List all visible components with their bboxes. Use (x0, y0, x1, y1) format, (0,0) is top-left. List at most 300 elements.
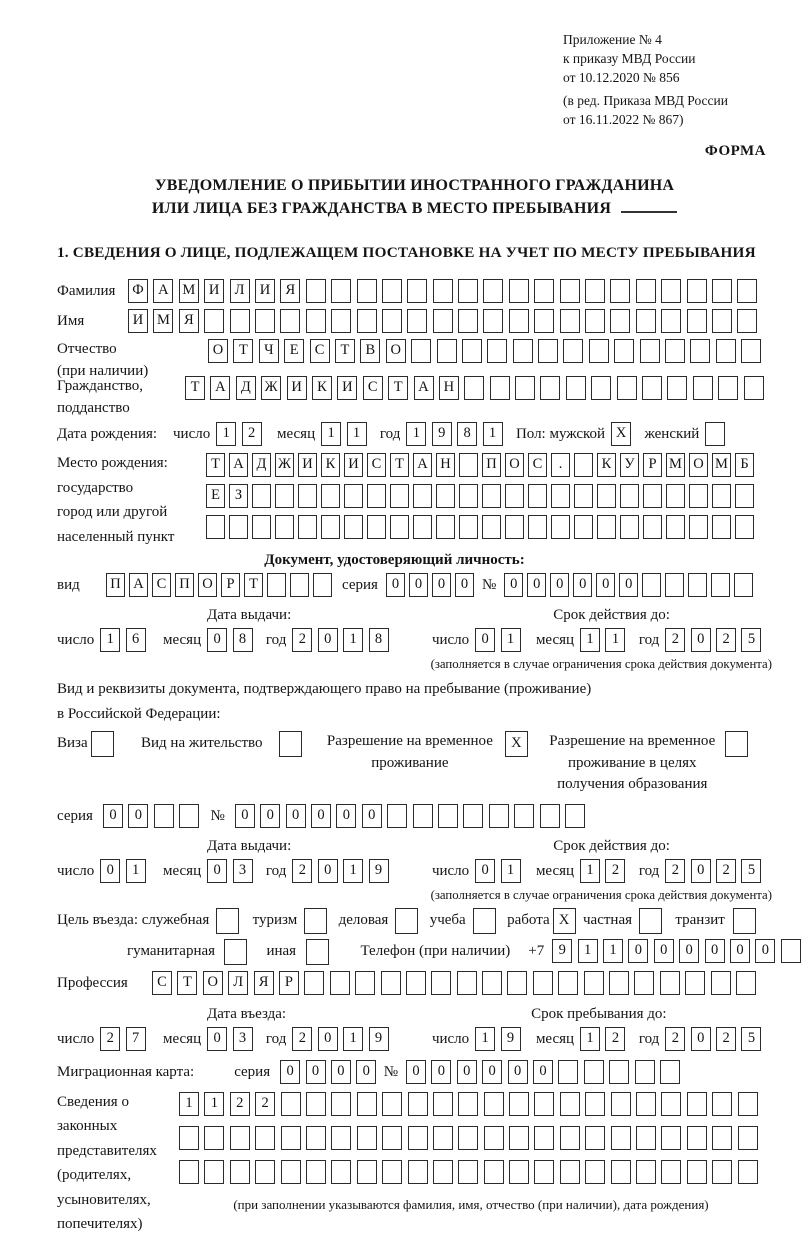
form-cell[interactable] (687, 279, 707, 303)
form-cell[interactable]: 0 (455, 573, 474, 597)
form-cell[interactable]: 1 (179, 1092, 199, 1116)
form-cell[interactable] (736, 971, 756, 995)
form-cell[interactable] (737, 309, 757, 333)
form-cell[interactable]: 0 (207, 628, 227, 652)
form-cell[interactable]: 0 (331, 1060, 351, 1084)
form-cell[interactable] (634, 971, 654, 995)
form-cell[interactable]: 0 (207, 859, 227, 883)
form-cell[interactable] (482, 484, 501, 508)
form-cell[interactable] (636, 309, 656, 333)
form-cell[interactable] (179, 804, 199, 828)
form-cell[interactable]: 0 (103, 804, 123, 828)
form-cell[interactable] (687, 1160, 707, 1184)
form-cell[interactable]: 9 (369, 859, 389, 883)
form-cell[interactable] (585, 309, 605, 333)
form-cell[interactable] (591, 376, 611, 400)
form-cell[interactable] (620, 515, 639, 539)
form-cell[interactable] (505, 515, 524, 539)
form-cell[interactable] (275, 484, 294, 508)
form-cell[interactable]: 2 (292, 628, 312, 652)
form-cell[interactable] (290, 573, 309, 597)
form-cell[interactable]: 0 (318, 859, 338, 883)
form-cell[interactable] (462, 339, 482, 363)
form-cell[interactable] (304, 971, 324, 995)
form-cell[interactable] (458, 309, 478, 333)
form-cell[interactable]: 1 (216, 422, 236, 446)
form-cell[interactable] (357, 1126, 377, 1150)
form-cell[interactable]: С (152, 573, 171, 597)
form-cell[interactable]: К (312, 376, 332, 400)
form-cell[interactable] (331, 309, 351, 333)
form-cell[interactable] (382, 1092, 402, 1116)
form-cell[interactable] (229, 515, 248, 539)
form-cell[interactable] (507, 971, 527, 995)
form-cell[interactable] (611, 1092, 631, 1116)
form-cell[interactable]: М (179, 279, 199, 303)
form-cell[interactable] (665, 339, 685, 363)
form-cell[interactable] (666, 484, 685, 508)
form-cell[interactable]: 3 (233, 859, 253, 883)
form-cell[interactable]: 1 (605, 628, 625, 652)
form-cell[interactable] (331, 1160, 351, 1184)
form-cell[interactable] (718, 376, 738, 400)
form-cell[interactable]: 1 (126, 859, 146, 883)
form-cell[interactable] (331, 1092, 351, 1116)
form-cell[interactable]: Р (221, 573, 240, 597)
form-cell[interactable] (574, 453, 593, 477)
form-cell[interactable] (484, 1160, 504, 1184)
form-cell[interactable] (617, 376, 637, 400)
form-cell[interactable] (275, 515, 294, 539)
form-cell[interactable] (667, 376, 687, 400)
form-cell[interactable] (482, 971, 502, 995)
form-cell[interactable] (685, 971, 705, 995)
form-cell[interactable] (230, 1126, 250, 1150)
form-cell[interactable]: 0 (619, 573, 638, 597)
form-cell[interactable] (610, 309, 630, 333)
form-cell[interactable]: 0 (362, 804, 382, 828)
form-cell[interactable]: 1 (100, 628, 120, 652)
form-cell[interactable]: 0 (318, 1027, 338, 1051)
form-cell[interactable]: 0 (596, 573, 615, 597)
form-cell[interactable]: В (360, 339, 380, 363)
form-cell[interactable] (458, 1126, 478, 1150)
form-cell[interactable]: М (666, 453, 685, 477)
form-cell[interactable]: С (310, 339, 330, 363)
form-cell[interactable]: 8 (457, 422, 477, 446)
form-cell[interactable]: 5 (741, 628, 761, 652)
form-cell[interactable] (528, 484, 547, 508)
form-cell[interactable] (306, 1126, 326, 1150)
form-cell[interactable]: 1 (483, 422, 503, 446)
form-cell[interactable]: 1 (580, 1027, 600, 1051)
form-cell[interactable]: 1 (501, 859, 521, 883)
form-cell[interactable]: 1 (578, 939, 598, 963)
form-cell[interactable]: 0 (705, 939, 725, 963)
form-cell[interactable]: 2 (665, 1027, 685, 1051)
form-cell[interactable] (735, 515, 754, 539)
form-cell[interactable] (738, 1160, 758, 1184)
form-cell[interactable] (459, 484, 478, 508)
form-cell[interactable]: У (620, 453, 639, 477)
form-cell[interactable]: 0 (573, 573, 592, 597)
form-cell[interactable] (733, 908, 756, 934)
form-cell[interactable]: Ж (261, 376, 281, 400)
form-cell[interactable] (204, 309, 224, 333)
form-cell[interactable] (711, 971, 731, 995)
form-cell[interactable] (281, 1092, 301, 1116)
form-cell[interactable] (489, 804, 509, 828)
form-cell[interactable]: 2 (255, 1092, 275, 1116)
form-cell[interactable] (433, 1160, 453, 1184)
form-cell[interactable] (224, 939, 247, 965)
form-cell[interactable] (665, 573, 684, 597)
form-cell[interactable]: 2 (292, 1027, 312, 1051)
form-cell[interactable] (533, 971, 553, 995)
form-cell[interactable]: 2 (100, 1027, 120, 1051)
form-cell[interactable] (660, 971, 680, 995)
form-cell[interactable] (642, 376, 662, 400)
form-cell[interactable]: 0 (128, 804, 148, 828)
form-cell[interactable] (636, 1092, 656, 1116)
form-cell[interactable] (716, 339, 736, 363)
form-cell[interactable] (509, 279, 529, 303)
form-cell[interactable] (661, 279, 681, 303)
form-cell[interactable]: 1 (580, 628, 600, 652)
form-cell[interactable] (505, 484, 524, 508)
form-cell[interactable]: М (712, 453, 731, 477)
form-cell[interactable]: Т (244, 573, 263, 597)
form-cell[interactable] (534, 1160, 554, 1184)
form-cell[interactable] (484, 1126, 504, 1150)
form-cell[interactable]: Т (233, 339, 253, 363)
form-cell[interactable] (382, 1160, 402, 1184)
form-cell[interactable] (712, 1160, 732, 1184)
form-cell[interactable]: К (321, 453, 340, 477)
form-cell[interactable] (725, 731, 748, 757)
form-cell[interactable] (635, 1060, 655, 1084)
form-cell[interactable] (643, 484, 662, 508)
form-cell[interactable] (433, 1092, 453, 1116)
form-cell[interactable] (661, 1092, 681, 1116)
form-cell[interactable] (331, 1126, 351, 1150)
form-cell[interactable]: А (413, 453, 432, 477)
form-cell[interactable] (639, 908, 662, 934)
form-cell[interactable]: П (482, 453, 501, 477)
form-cell[interactable]: 9 (552, 939, 572, 963)
form-cell[interactable]: 1 (580, 859, 600, 883)
form-cell[interactable] (387, 804, 407, 828)
form-cell[interactable]: 0 (504, 573, 523, 597)
form-cell[interactable]: 0 (691, 628, 711, 652)
form-cell[interactable] (689, 484, 708, 508)
form-cell[interactable]: 9 (501, 1027, 521, 1051)
form-cell[interactable] (298, 515, 317, 539)
form-cell[interactable]: А (153, 279, 173, 303)
form-cell[interactable]: 1 (475, 1027, 495, 1051)
form-cell[interactable]: 1 (603, 939, 623, 963)
form-cell[interactable] (458, 279, 478, 303)
form-cell[interactable]: Л (228, 971, 248, 995)
form-cell[interactable] (597, 515, 616, 539)
form-cell[interactable] (413, 804, 433, 828)
form-cell[interactable]: З (229, 484, 248, 508)
form-cell[interactable]: 0 (386, 573, 405, 597)
form-cell[interactable] (255, 309, 275, 333)
form-cell[interactable] (252, 515, 271, 539)
form-cell[interactable] (614, 339, 634, 363)
form-cell[interactable]: 2 (665, 628, 685, 652)
form-cell[interactable]: П (175, 573, 194, 597)
form-cell[interactable]: 0 (306, 1060, 326, 1084)
form-cell[interactable] (584, 1060, 604, 1084)
form-cell[interactable] (636, 1160, 656, 1184)
form-cell[interactable] (321, 484, 340, 508)
form-cell[interactable] (690, 339, 710, 363)
form-cell[interactable] (712, 1092, 732, 1116)
form-cell[interactable] (313, 573, 332, 597)
form-cell[interactable] (560, 1126, 580, 1150)
form-cell[interactable] (738, 1126, 758, 1150)
form-cell[interactable] (712, 515, 731, 539)
form-cell[interactable]: Я (280, 279, 300, 303)
form-cell[interactable] (407, 279, 427, 303)
form-cell[interactable] (551, 484, 570, 508)
form-cell[interactable] (711, 573, 730, 597)
form-cell[interactable] (457, 971, 477, 995)
form-cell[interactable] (204, 1160, 224, 1184)
form-cell[interactable] (216, 908, 239, 934)
form-cell[interactable]: 2 (716, 859, 736, 883)
form-cell[interactable] (636, 279, 656, 303)
form-cell[interactable]: 0 (207, 1027, 227, 1051)
form-cell[interactable] (431, 971, 451, 995)
form-cell[interactable]: Р (643, 453, 662, 477)
form-cell[interactable] (473, 908, 496, 934)
form-cell[interactable]: М (153, 309, 173, 333)
form-cell[interactable] (382, 309, 402, 333)
form-cell[interactable]: 1 (204, 1092, 224, 1116)
form-cell[interactable]: 2 (605, 859, 625, 883)
form-cell[interactable]: 0 (432, 573, 451, 597)
form-cell[interactable] (551, 515, 570, 539)
form-cell[interactable] (661, 1160, 681, 1184)
form-cell[interactable] (584, 971, 604, 995)
form-cell[interactable]: Т (206, 453, 225, 477)
form-cell[interactable] (540, 376, 560, 400)
form-cell[interactable]: А (129, 573, 148, 597)
form-cell[interactable]: 1 (343, 859, 363, 883)
form-cell[interactable] (381, 971, 401, 995)
form-cell[interactable]: 2 (716, 1027, 736, 1051)
form-cell[interactable]: Т (177, 971, 197, 995)
form-cell[interactable] (459, 453, 478, 477)
form-cell[interactable] (483, 279, 503, 303)
form-cell[interactable] (267, 573, 286, 597)
form-cell[interactable] (357, 1092, 377, 1116)
form-cell[interactable] (390, 484, 409, 508)
form-cell[interactable] (609, 971, 629, 995)
form-cell[interactable] (643, 515, 662, 539)
form-cell[interactable] (534, 1092, 554, 1116)
form-cell[interactable] (688, 573, 707, 597)
form-cell[interactable]: X (505, 731, 528, 757)
form-cell[interactable]: 1 (343, 628, 363, 652)
form-cell[interactable]: Т (390, 453, 409, 477)
form-cell[interactable] (411, 339, 431, 363)
form-cell[interactable] (408, 1160, 428, 1184)
form-cell[interactable] (712, 1126, 732, 1150)
form-cell[interactable]: 0 (457, 1060, 477, 1084)
form-cell[interactable] (509, 309, 529, 333)
form-cell[interactable]: 1 (501, 628, 521, 652)
form-cell[interactable] (463, 804, 483, 828)
form-cell[interactable] (585, 1092, 605, 1116)
form-cell[interactable] (230, 309, 250, 333)
form-cell[interactable] (563, 339, 583, 363)
form-cell[interactable]: 6 (126, 628, 146, 652)
form-cell[interactable]: 2 (242, 422, 262, 446)
form-cell[interactable] (560, 309, 580, 333)
form-cell[interactable]: 2 (605, 1027, 625, 1051)
form-cell[interactable]: 0 (336, 804, 356, 828)
form-cell[interactable]: 2 (716, 628, 736, 652)
form-cell[interactable]: Д (236, 376, 256, 400)
form-cell[interactable] (390, 515, 409, 539)
form-cell[interactable]: 1 (343, 1027, 363, 1051)
form-cell[interactable] (298, 484, 317, 508)
form-cell[interactable] (705, 422, 725, 446)
form-cell[interactable] (693, 376, 713, 400)
form-cell[interactable] (304, 908, 327, 934)
form-cell[interactable]: И (298, 453, 317, 477)
form-cell[interactable]: И (204, 279, 224, 303)
form-cell[interactable]: 0 (679, 939, 699, 963)
form-cell[interactable]: 0 (100, 859, 120, 883)
form-cell[interactable]: А (229, 453, 248, 477)
form-cell[interactable] (408, 1126, 428, 1150)
form-cell[interactable]: С (528, 453, 547, 477)
form-cell[interactable]: . (551, 453, 570, 477)
form-cell[interactable] (560, 1092, 580, 1116)
form-cell[interactable] (279, 731, 302, 757)
form-cell[interactable]: X (553, 908, 576, 934)
form-cell[interactable] (344, 515, 363, 539)
form-cell[interactable] (609, 1060, 629, 1084)
form-cell[interactable] (589, 339, 609, 363)
form-cell[interactable]: 5 (741, 859, 761, 883)
form-cell[interactable] (344, 484, 363, 508)
form-cell[interactable]: 0 (406, 1060, 426, 1084)
form-cell[interactable] (737, 279, 757, 303)
form-cell[interactable] (255, 1160, 275, 1184)
form-cell[interactable]: 2 (292, 859, 312, 883)
form-cell[interactable]: Я (254, 971, 274, 995)
form-cell[interactable] (306, 1092, 326, 1116)
form-cell[interactable] (367, 484, 386, 508)
form-cell[interactable] (355, 971, 375, 995)
form-cell[interactable]: 0 (527, 573, 546, 597)
form-cell[interactable]: 7 (126, 1027, 146, 1051)
form-cell[interactable] (528, 515, 547, 539)
form-cell[interactable] (538, 339, 558, 363)
form-cell[interactable] (611, 1126, 631, 1150)
form-cell[interactable]: Т (335, 339, 355, 363)
form-cell[interactable]: 0 (235, 804, 255, 828)
form-cell[interactable] (433, 279, 453, 303)
form-cell[interactable] (515, 376, 535, 400)
form-cell[interactable]: Ч (259, 339, 279, 363)
form-cell[interactable] (321, 515, 340, 539)
form-cell[interactable]: С (363, 376, 383, 400)
form-cell[interactable]: О (203, 971, 223, 995)
form-cell[interactable]: Е (284, 339, 304, 363)
form-cell[interactable] (281, 1160, 301, 1184)
form-cell[interactable] (382, 1126, 402, 1150)
form-cell[interactable]: О (208, 339, 228, 363)
form-cell[interactable] (565, 804, 585, 828)
form-cell[interactable] (611, 1160, 631, 1184)
form-cell[interactable]: 8 (233, 628, 253, 652)
form-cell[interactable] (464, 376, 484, 400)
form-cell[interactable] (660, 1060, 680, 1084)
form-cell[interactable]: 0 (550, 573, 569, 597)
form-cell[interactable]: 2 (230, 1092, 250, 1116)
form-cell[interactable]: 5 (741, 1027, 761, 1051)
form-cell[interactable] (738, 1092, 758, 1116)
form-cell[interactable] (330, 971, 350, 995)
form-cell[interactable] (712, 279, 732, 303)
form-cell[interactable] (357, 279, 377, 303)
form-cell[interactable]: Т (388, 376, 408, 400)
form-cell[interactable]: 0 (533, 1060, 553, 1084)
form-cell[interactable] (331, 279, 351, 303)
form-cell[interactable] (620, 484, 639, 508)
form-cell[interactable]: 0 (311, 804, 331, 828)
form-cell[interactable]: Р (279, 971, 299, 995)
form-cell[interactable] (252, 484, 271, 508)
form-cell[interactable]: А (210, 376, 230, 400)
form-cell[interactable]: 0 (730, 939, 750, 963)
form-cell[interactable] (255, 1126, 275, 1150)
form-cell[interactable] (597, 484, 616, 508)
form-cell[interactable]: К (597, 453, 616, 477)
form-cell[interactable] (179, 1160, 199, 1184)
form-cell[interactable] (636, 1126, 656, 1150)
form-cell[interactable] (458, 1160, 478, 1184)
form-cell[interactable]: Л (230, 279, 250, 303)
form-cell[interactable]: Т (185, 376, 205, 400)
form-cell[interactable]: О (198, 573, 217, 597)
form-cell[interactable] (458, 1092, 478, 1116)
form-cell[interactable] (459, 515, 478, 539)
form-cell[interactable] (438, 804, 458, 828)
form-cell[interactable]: И (337, 376, 357, 400)
form-cell[interactable] (741, 339, 761, 363)
form-cell[interactable] (436, 515, 455, 539)
form-cell[interactable]: 0 (280, 1060, 300, 1084)
form-cell[interactable] (640, 339, 660, 363)
form-cell[interactable] (560, 1160, 580, 1184)
form-cell[interactable] (585, 279, 605, 303)
form-cell[interactable] (540, 804, 560, 828)
form-cell[interactable] (574, 484, 593, 508)
form-cell[interactable]: 1 (321, 422, 341, 446)
form-cell[interactable] (433, 1126, 453, 1150)
form-cell[interactable]: С (152, 971, 172, 995)
form-cell[interactable] (306, 939, 329, 965)
form-cell[interactable] (712, 484, 731, 508)
